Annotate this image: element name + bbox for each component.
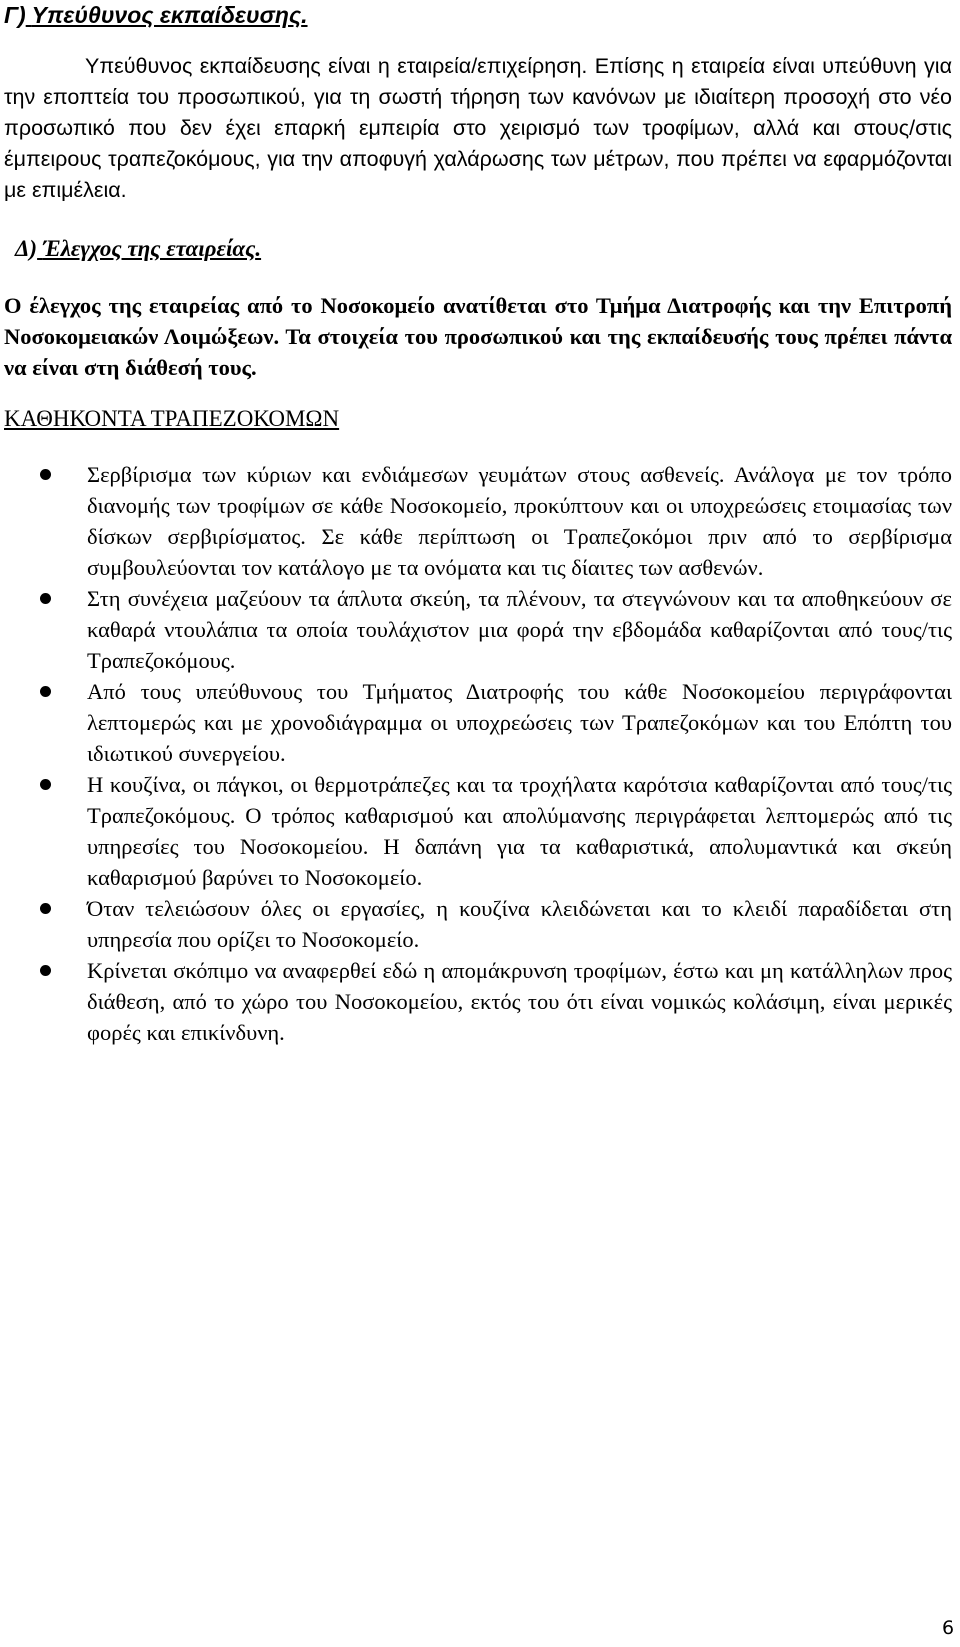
section-c-prefix: Γ)	[4, 2, 26, 28]
section-d-prefix: Δ)	[15, 236, 38, 261]
section-c-title-suffix: .	[301, 2, 308, 28]
list-item	[4, 893, 952, 955]
list-item	[4, 676, 952, 769]
bullet-icon	[40, 686, 51, 697]
bullet-icon	[40, 593, 51, 604]
section-d-title-suffix: .	[255, 236, 262, 261]
list-item-text: Κρίνεται σκόπιμο να αναφερθεί εδώ η απομάκρυνση τροφίμων, έστω και μη κατάλληλων προς διάθεση, από το χώρο του Νοσοκομείου, εκτός του ότι είναι νομικώς κολάσιμη, είναι μερικές φορές και επικίνδυνη.	[87, 958, 952, 1045]
list-item	[4, 459, 952, 583]
bullet-icon	[40, 779, 51, 790]
section-c-paragraph: Υπεύθυνος εκπαίδευσης είναι η εταιρεία/επιχείρηση. Επίσης η εταιρεία είναι υπεύθυνη για την εποπτεία του προσωπικού, για τη σωστή τήρηση των κανόνων με ιδιαίτερη προσοχή στο νέο προσωπικό που δεν έχει επαρκή εμπειρία στο χειρισμό των τροφίμων, αλλά και στους/στις έμπειρους τραπεζοκόμους, για την αποφυγή χαλάρωσης των μέτρων, που πρέπει να εφαρμόζονται με επιμέλεια.	[4, 54, 952, 202]
bullet-icon	[40, 903, 51, 914]
list-item	[4, 769, 952, 893]
list-item	[4, 955, 952, 1048]
list-item-text: Από τους υπεύθυνους του Τμήματος Διατροφής του κάθε Νοσοκομείου περιγράφονται λεπτομερώς και με χρονοδιάγραμμα οι υποχρεώσεις των Τραπεζοκόμων και του Επόπτη του ιδιωτικού συνεργείου.	[87, 679, 952, 766]
bullet-icon	[40, 965, 51, 976]
section-c-title: Υπεύθυνος εκπαίδευσης	[31, 2, 302, 28]
section-d-heading	[15, 236, 261, 262]
section-d-title: Έλεγχος της εταιρείας	[42, 236, 256, 261]
section-c-heading	[4, 2, 308, 29]
list-item-text: Όταν τελειώσουν όλες οι εργασίες, η κουζίνα κλειδώνεται και το κλειδί παραδίδεται στη υπηρεσία που ορίζει το Νοσοκομείο.	[87, 896, 952, 952]
duties-title: ΚΑΘΗΚΟΝΤΑ ΤΡΑΠΕΖΟΚΟΜΩΝ	[4, 406, 340, 431]
list-item-text: Στη συνέχεια μαζεύουν τα άπλυτα σκεύη, τα πλένουν, τα στεγνώνουν και τα αποθηκεύουν σε καθαρά ντουλάπια τα οποία τουλάχιστον μια φορά την εβδομάδα καθαρίζονται από τους/τις Τραπεζοκόμους.	[87, 586, 952, 673]
list-item	[4, 583, 952, 676]
bullet-icon	[40, 469, 51, 480]
duties-list	[4, 459, 952, 1048]
section-d-paragraph: Ο έλεγχος της εταιρείας από το Νοσοκομείο ανατίθεται στο Τμήμα Διατροφής και την Επιτροπή Νοσοκομειακών Λοιμώξεων. Τα στοιχεία του προσωπικού και της εκπαίδευσής τους πρέπει πάντα να είναι στη διάθεσή τους.	[4, 293, 952, 380]
list-item-text: Η κουζίνα, οι πάγκοι, οι θερμοτράπεζες και τα τροχήλατα καρότσια καθαρίζονται από τους/τις Τραπεζοκόμους. Ο τρόπος καθαρισμού και απολύμανσης περιγράφεται λεπτομερώς από τις υπηρεσίες του Νοσοκομείου. Η δαπάνη για τα καθαριστικά, απολυμαντικά και σκεύη καθαρισμού βαρύνει το Νοσοκομείο.	[87, 772, 952, 890]
list-item-text: Σερβίρισμα των κύριων και ενδιάμεσων γευμάτων στους ασθενείς. Ανάλογα με τον τρόπο διανομής των τροφίμων σε κάθε Νοσοκομείο, προκύπτουν και οι υποχρεώσεις ετοιμασίας των δίσκων σερβιρίσματος. Σε κάθε περίπτωση οι Τραπεζοκόμοι πριν από το σερβίρισμα συμβουλεύονται τον κατάλογο με τα ονόματα και τις δίαιτες των ασθενών.	[87, 462, 952, 580]
page-number: 6	[942, 1617, 955, 1639]
